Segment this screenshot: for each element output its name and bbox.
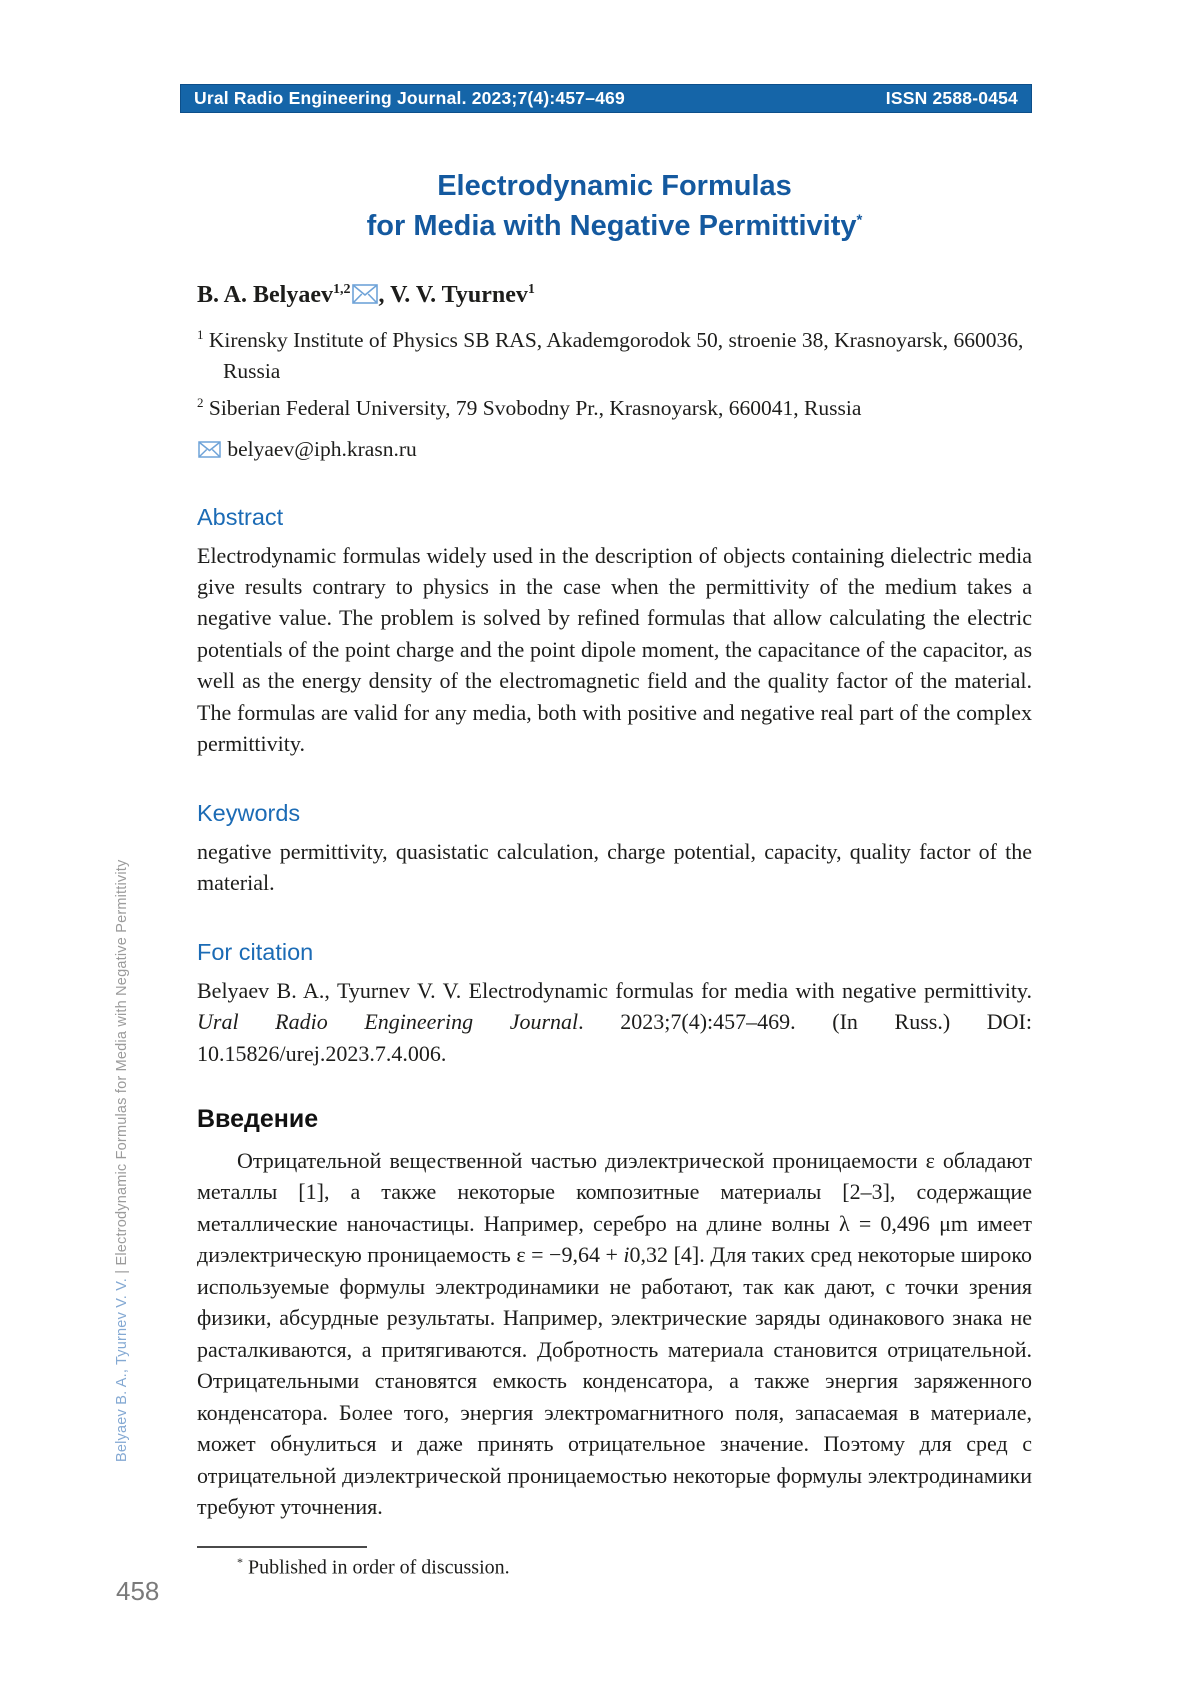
author-2-name: , V. V. Tyurnev xyxy=(378,282,528,309)
keywords-heading: Keywords xyxy=(197,799,301,826)
article-title-line2: for Media with Negative Permittivity xyxy=(366,210,857,243)
citation-journal-name: Ural Radio Engineering Journal xyxy=(197,1009,579,1035)
journal-issn: ISSN 2588-0454 xyxy=(885,88,1018,108)
affiliation-1-marker: 1 xyxy=(197,326,204,342)
citation-text-after: . 2023;7(4):457–469. (In Russ.) DOI: 10.15826/urej.2023.7.4.006. xyxy=(197,1009,1032,1066)
article-title-line1: Electrodynamic Formulas xyxy=(437,170,792,202)
citation-text-before: Belyaev B. A., Tyurnev V. V. Electrodynamic formulas for media with negative permittivity. xyxy=(197,977,1032,1003)
author-1-name: B. A. Belyaev xyxy=(197,282,333,309)
introduction-text-part2: 0,32 [4]. Для таких сред некоторые широко используемые формулы электродинамики не работают, так как дают, с точки зрения физики, абсурдные результаты. Например, электрические заряды одинакового знака не расталкиваются, а притягиваются. Добротность материала становится отрицательной. Отрицательными становятся емкость конденсатора, а также энергия заряженного конденсатора. Более того, энергия электромагнитного поля, запасаемая в материале, может обнулиться и даже принять отрицательное значение. Поэтому для сред с отрицательной диэлектрической проницаемостью некоторые формулы электродинамики требуют уточнения. xyxy=(197,1242,1033,1519)
citation-heading: For citation xyxy=(197,938,314,965)
author-1-affil-sup: 1,2 xyxy=(333,282,351,298)
journal-reference: Ural Radio Engineering Journal. 2023;7(4):457–469 xyxy=(194,88,625,108)
footnote-text xyxy=(197,1555,1032,1580)
affiliations xyxy=(197,325,1032,424)
email-line xyxy=(197,437,1032,464)
footnote xyxy=(197,1546,1032,1580)
footnote-divider xyxy=(197,1546,367,1548)
introduction-italic-i: i xyxy=(623,1242,630,1268)
authors-line xyxy=(197,282,1032,311)
abstract-text: Electrodynamic formulas widely used in the description of objects containing dielectric media give results contrary to physics in the case when the permittivity of the medium takes a negative value. The problem is solved by refined formulas that allow calculating the electric potentials of the point charge and the point dipole moment, the capacitance of the capacitor, as well as the energy density of the electromagnetic field and the quality factor of the material. The formulas are valid for any media, both with positive and negative real part of the complex permittivity. xyxy=(197,542,1032,757)
page-number: 458 xyxy=(116,1576,160,1606)
footnote-body: Published in order of discussion. xyxy=(243,1557,510,1580)
email-envelope-icon xyxy=(198,439,221,464)
corresponding-author-envelope-icon xyxy=(352,284,378,311)
abstract-heading: Abstract xyxy=(197,503,284,530)
introduction-text-part1: Отрицательной вещественной частью диэлектрической проницаемости ε обладают металлы [1], а также некоторые композитные материалы [2–3], содержащие металлические наночастицы. Например, серебро на длине волны λ = 0,496 μm имеет диэлектрическую проницаемость ε = −9,64 + xyxy=(197,1148,1033,1268)
affiliation-1 xyxy=(197,325,1032,386)
affiliation-1-text: Kirensky Institute of Physics SB RAS, Akademgorodok 50, stroenie 38, Krasnoyarsk, 660036, Russia xyxy=(203,328,1024,383)
running-head-title: | Electrodynamic Formulas for Media with Negative Permittivity xyxy=(114,859,130,1274)
running-head-vertical xyxy=(114,860,130,1463)
footnote-marker: * xyxy=(237,1555,243,1570)
email-address[interactable]: belyaev@iph.krasn.ru xyxy=(227,436,417,461)
affiliation-2-marker: 2 xyxy=(197,394,204,410)
affiliation-2 xyxy=(197,393,1032,424)
introduction-heading: Введение xyxy=(197,1105,319,1134)
article-page xyxy=(194,84,1033,1580)
introduction-text xyxy=(197,1145,1032,1522)
article-title xyxy=(197,166,1032,246)
citation-text xyxy=(197,975,1032,1069)
journal-header-bar xyxy=(180,84,1032,113)
author-2-affil-sup: 1 xyxy=(527,282,535,298)
running-head-authors: Belyaev B. A., Tyurnev V. V. xyxy=(114,1273,130,1462)
title-footnote-marker: * xyxy=(856,211,863,229)
keywords-text: negative permittivity, quasistatic calculation, charge potential, capacity, quality factor of the material. xyxy=(197,838,1032,896)
affiliation-2-text: Siberian Federal University, 79 Svobodny Pr., Krasnoyarsk, 660041, Russia xyxy=(203,396,862,421)
